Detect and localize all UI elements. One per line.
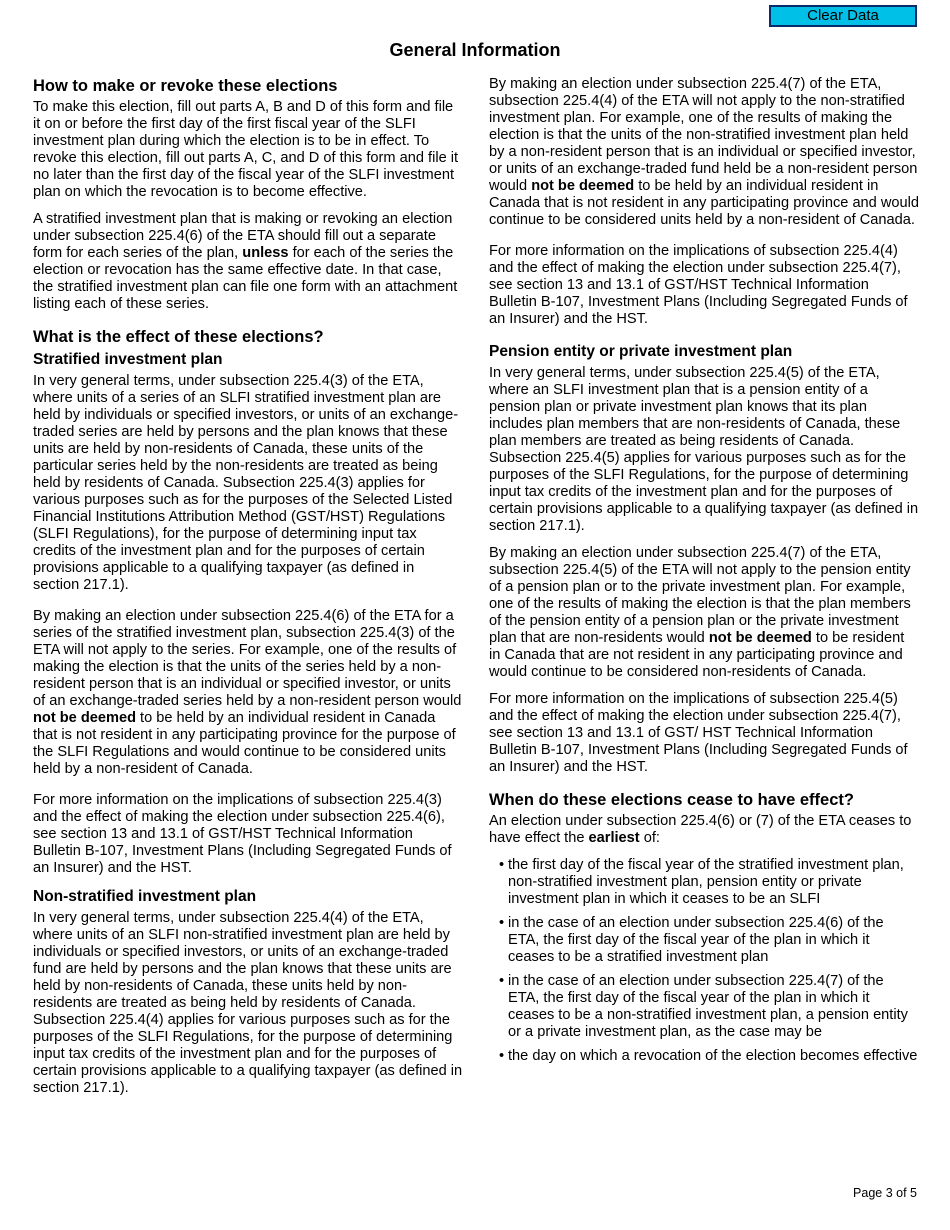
heading-cease-effect: When do these elections cease to have effect? xyxy=(489,791,854,809)
left-column xyxy=(33,76,463,1107)
page-title: General Information xyxy=(389,40,561,60)
paragraph-cease-intro: An election under subsection 225.4(6) or (7) of the ETA ceases to have effect the earliest of: xyxy=(489,813,912,846)
paragraph-non-stratified-general: In very general terms, under subsection 225.4(4) of the ETA, where units of an SLFI non-stratified investment plan are held by individuals or specified investors, or units of an exchange-traded fund are held by persons and the plan knows that these units are held by non-residents of Canada, these units held by non-residents are treated as being held by residents of Canada. Subsection 225.4(4) applies for various purposes such as for the purposes of the SLFI Regulations, for the purpose of determining input tax credits of the investment plan and for the purposes of certain provisions applicable to a qualifying taxpayer (as defined in section 217.1). xyxy=(33,910,463,1096)
list-item: • in the case of an election under subsection 225.4(7) of the ETA, the first day of the fiscal year of the plan in which it ceases to be a non-stratified investment plan, a pension entity or a private investment plan, as the case may be xyxy=(499,973,919,1041)
paragraph-non-stratified-election: By making an election under subsection 225.4(7) of the ETA, subsection 225.4(4) of the ETA will not apply to the non-stratified investment plan. For example, one of the results of making the election is that the units of the non-stratified investment plan held by a non-resident person that is an individual or specified investor, or units of an exchange-traded fund held be a non-resident person would not be deemed to be held by an individual resident in Canada that is not resident in any participating province and would continue to be considered units held by a non-resident of Canada. xyxy=(489,76,919,228)
heading-non-stratified-plan: Non-stratified investment plan xyxy=(33,888,257,905)
paragraph-stratified-election: By making an election under subsection 225.4(6) of the ETA for a series of the stratified investment plan, subsection 225.4(3) of the ETA will not apply to the series. For example, one of the results of making the election is that the units of the series held by a non-resident person that is an individual or specified investor, or units of an exchange-traded series held by a non-resident person would not be deemed to be held by an individual resident in Canada that is not resident in any participating province for the purpose of the SLFI Regulations and would continue to be considered units held by a non-resident of Canada. xyxy=(33,608,462,777)
list-item: • the first day of the fiscal year of the stratified investment plan, non-stratified investment plan, pension entity or private investment plan in which it ceases to be an SLFI xyxy=(499,857,919,908)
heading-stratified-plan: Stratified investment plan xyxy=(33,351,223,368)
page-number: Page 3 of 5 xyxy=(853,1186,917,1200)
list-item: • the day on which a revocation of the election becomes effective xyxy=(499,1048,919,1065)
clear-data-button[interactable]: Clear Data xyxy=(769,5,917,27)
right-column xyxy=(489,76,919,1072)
paragraph-pension-general: In very general terms, under subsection 225.4(5) of the ETA, where an SLFI investment plan that is a pension entity of a pension plan or private investment plan knows that its plan includes plan members that are non-residents of Canada, these plan members are treated as being residents of Canada. Subsection 225.4(5) applies for various purposes such as for the purposes of the SLFI Regulations, for the purpose of determining input tax credits of the investment plan and for the purposes of certain provisions applicable to a qualifying taxpayer (as defined in section 217.1). xyxy=(489,365,919,534)
heading-how-to-make-or-revoke: How to make or revoke these elections xyxy=(33,77,338,95)
paragraph-pension-election: By making an election under subsection 225.4(7) of the ETA, subsection 225.4(5) of the ETA will not apply to the pension entity of a pension plan or to the private investment plan. For example, one of the results of making the election is that the plan members of the pension entity of a pension plan or the private investment plan that are non-residents would not be deemed to be resident in Canada that are not resident in any participating province and would continue to be considered non-residents of Canada. xyxy=(489,545,911,680)
paragraph-stratified-more-info: For more information on the implications of subsection 225.4(3) and the effect of making the election under subsection 225.4(6), see section 13 and 13.1 of GST/HST Technical Information Bulletin B-107, Investment Plans (Including Segregated Funds of an Insurer) and the HST. xyxy=(33,792,452,876)
paragraph-pension-more-info: For more information on the implications of subsection 225.4(5) and the effect of making the election under subsection 225.4(7), see section 13 and 13.1 of GST/ HST Technical Information Bulletin B-107, Investment Plans (Including Segregated Funds of an Insurer) and the HST. xyxy=(489,691,908,775)
paragraph-stratified-separate-form: A stratified investment plan that is making or revoking an election under subsection 225.4(6) of the ETA should fill out a separate form for each series of the plan, unless for each of the series the election or revocation has the same effective date. In that case, the stratified investment plan can file one form with an attachment listing each of these series. xyxy=(33,211,458,312)
paragraph-stratified-general: In very general terms, under subsection 225.4(3) of the ETA, where units of a series of an SLFI stratified investment plan are held by individuals or specified investors, or units of an exchange-traded series are held by persons and the plan knows that these units are held by non-residents of Canada, these units of the particular series held by the non-residents are treated as being held by residents of Canada. Subsection 225.4(3) applies for various purposes such as for the purposes of the Selected Listed Financial Institutions Attribution Method (GST/HST) Regulations (SLFI Regulations), for the purpose of determining input tax credits of the investment plan and for the purposes of certain provisions applicable to a qualifying taxpayer (as defined in section 217.1). xyxy=(33,373,459,593)
cease-conditions-list xyxy=(489,857,919,1065)
heading-pension-entity: Pension entity or private investment plan xyxy=(489,343,793,360)
heading-effect-of-elections: What is the effect of these elections? xyxy=(33,328,324,346)
paragraph-make-revoke: To make this election, fill out parts A, B and D of this form and file it on or before the first day of the first fiscal year of the SLFI investment plan during which the election is to be in effect. To revoke this election, fill out parts A, C, and D of this form and file it no later than the first day of the fiscal year of the SLFI investment plan on which the revocation is to become effective. xyxy=(33,99,459,200)
list-item: • in the case of an election under subsection 225.4(6) of the ETA, the first day of the fiscal year of the plan in which it ceases to be a stratified investment plan xyxy=(499,915,919,966)
paragraph-non-stratified-more-info: For more information on the implications of subsection 225.4(4) and the effect of making the election under subsection 225.4(7), see section 13 and 13.1 of GST/HST Technical Information Bulletin B-107, Investment Plans (Including Segregated Funds of an Insurer) and the HST. xyxy=(489,243,908,327)
